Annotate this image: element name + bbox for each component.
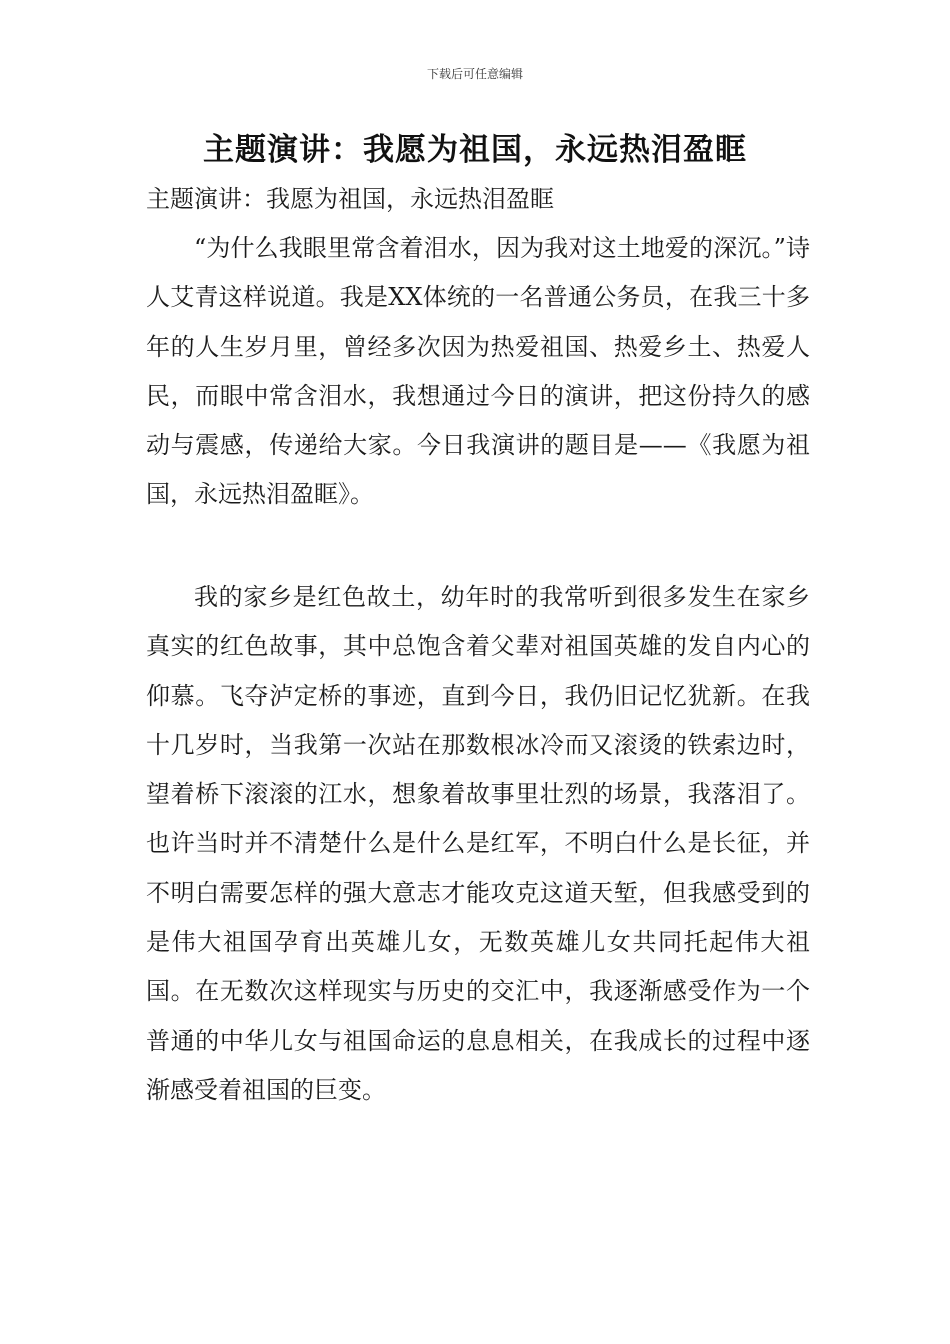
document-subtitle: 主题演讲：我愿为祖国，永远热泪盈眶	[146, 185, 554, 213]
paragraph-hometown: 我的家乡是红色故土，幼年时的我常听到很多发生在家乡真实的红色故事，其中总饱含着父辈对祖国英雄的发自内心的仰慕。飞夺泸定桥的事迹，直到今日，我仍旧记忆犹新。在我十几岁时，当我第一次站在那数根冰冷而又滚烫的铁索边时，望着桥下滚滚的江水，想象着故事里壮烈的场景，我落泪了。也许当时并不清楚什么是什么是红军，不明白什么是长征，并不明白需要怎样的强大意志才能攻克这道天堑，但我感受到的是伟大祖国孕育出英雄儿女，无数英雄儿女共同托起伟大祖国。在无数次这样现实与历史的交汇中，我逐渐感受作为一个普通的中华儿女与祖国命运的息息相关，在我成长的过程中逐渐感受着祖国的巨变。	[146, 583, 810, 1104]
page-header-note: 下载后可任意编辑	[426, 67, 523, 81]
document-title: 主题演讲：我愿为祖国，永远热泪盈眶	[203, 132, 747, 168]
paragraph-intro: “为什么我眼里常含着泪水，因为我对这土地爱的深沉。”诗人艾青这样说道。我是XX体统的一名普通公务员，在我三十多年的人生岁月里，曾经多次因为热爱祖国、热爱乡土、热爱人民，而眼中常含泪水，我想通过今日的演讲，把这份持久的感动与震感，传递给大家。今日我演讲的题目是——《我愿为祖国，永远热泪盈眶》。	[146, 234, 810, 509]
